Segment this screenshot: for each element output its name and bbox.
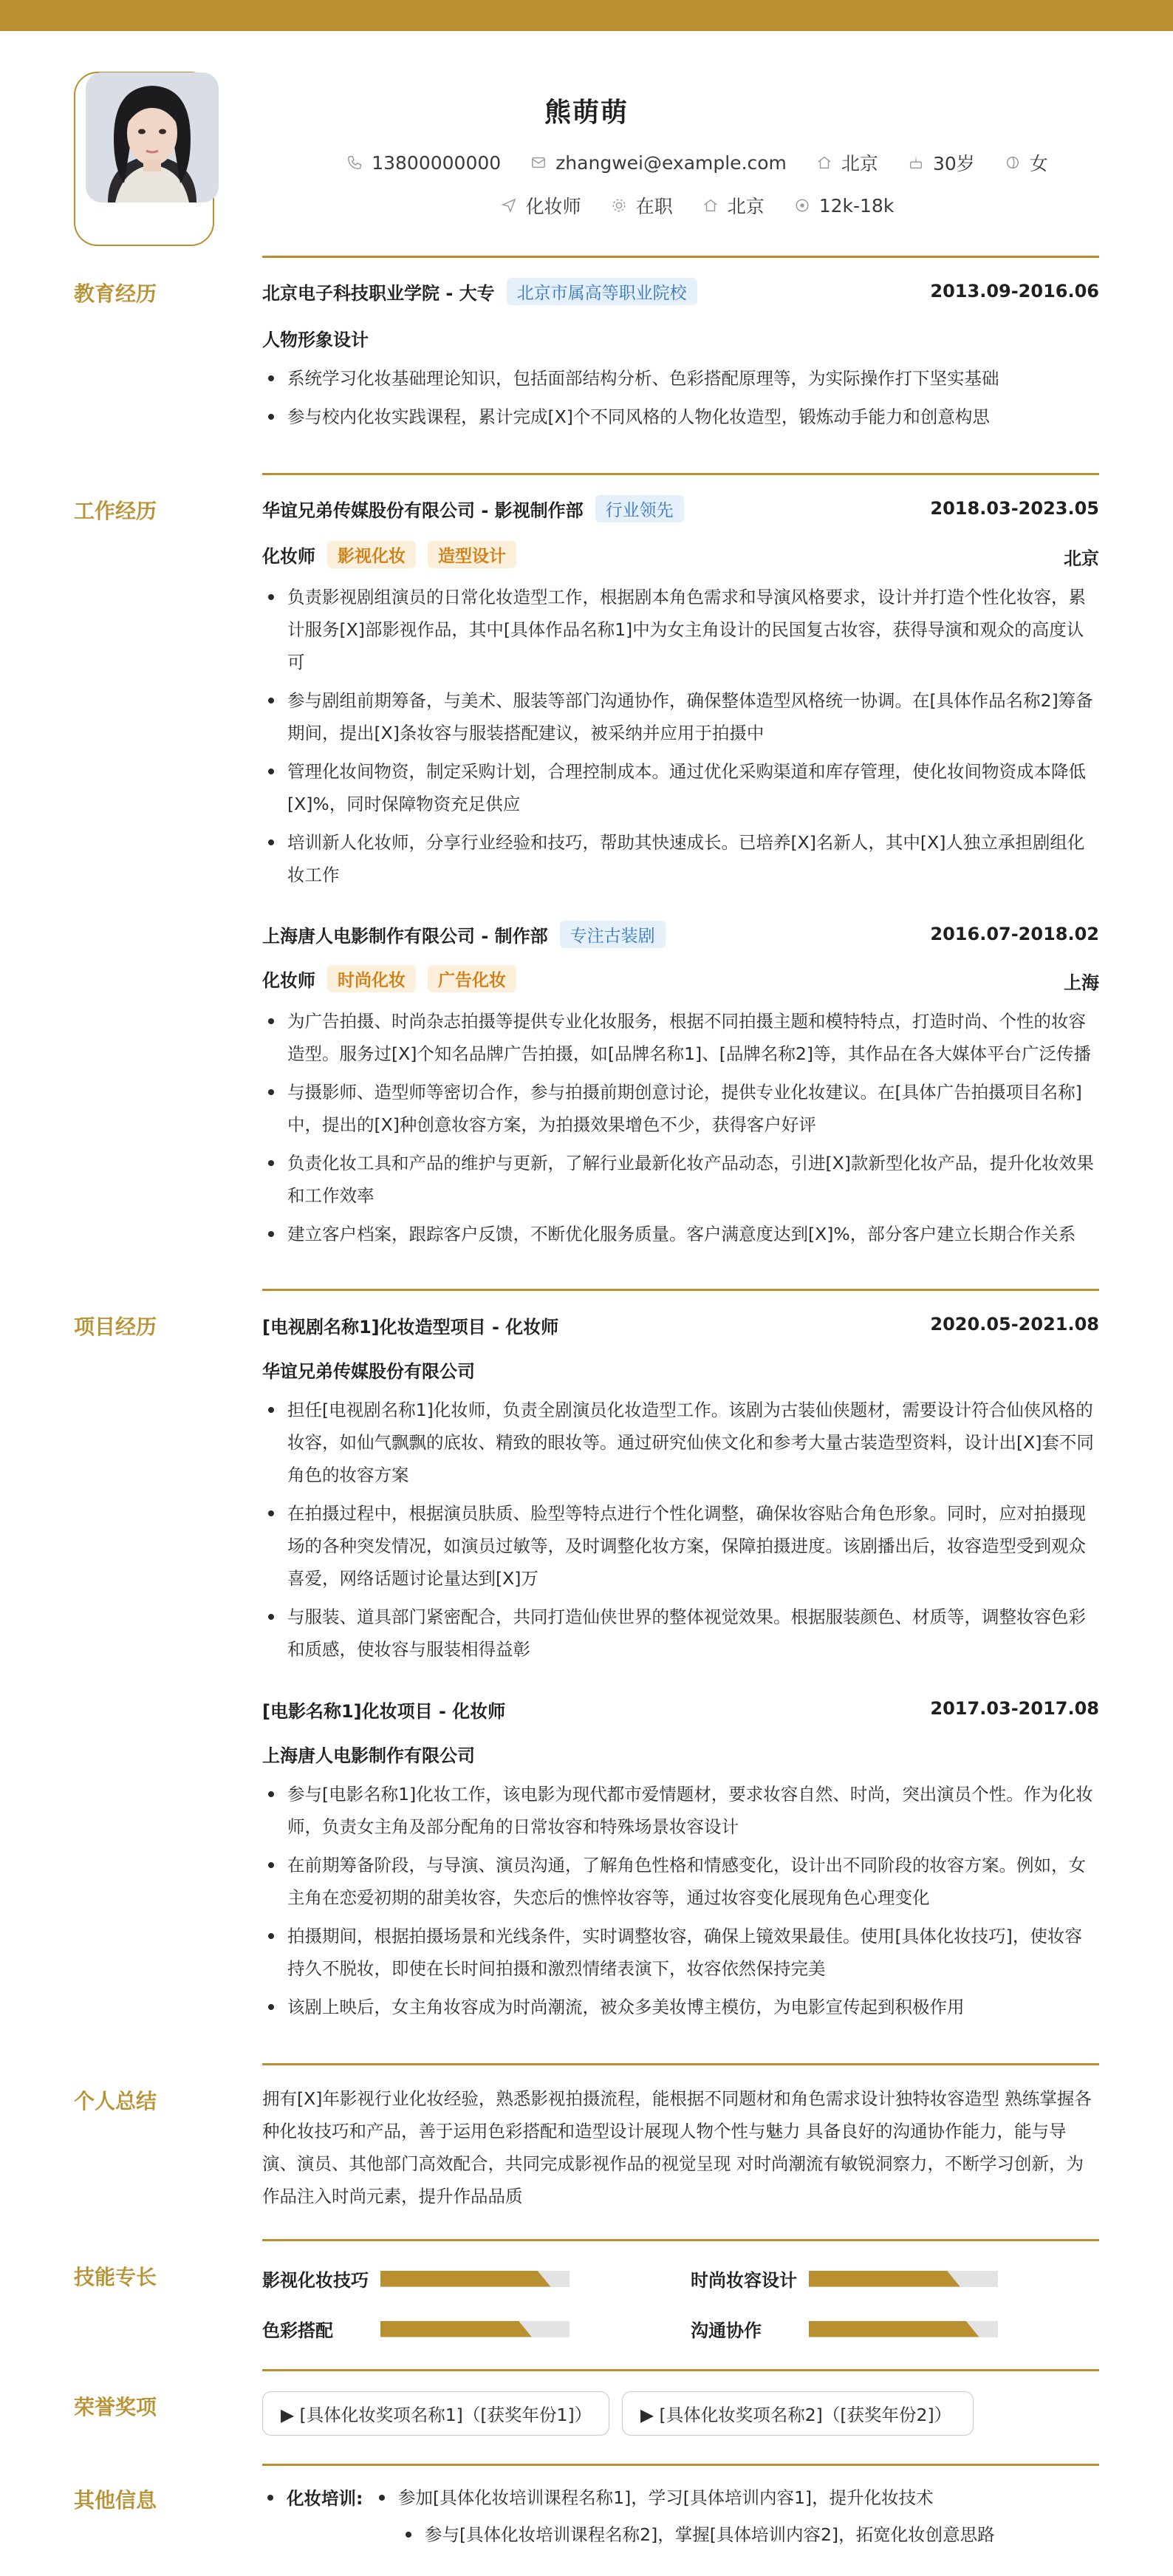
contact-age: 30岁 xyxy=(908,149,975,176)
section-divider xyxy=(262,2369,1099,2371)
send-icon xyxy=(501,197,517,214)
section-divider xyxy=(262,2464,1099,2466)
list-item: 负责化妆工具和产品的维护与更新，了解行业最新化妆产品动态，引进[X]款新型化妆产品，提升化妆效果和工作效率 xyxy=(262,1147,1099,1212)
list-item: 负责影视剧组演员的日常化妆造型工作，根据剧本角色需求和导演风格要求，设计并打造个性化妆容，累计服务[X]部影视作品，其中[具体作品名称1]中为女主角设计的民国复古妆容，获得导演和观众的高度认可 xyxy=(262,581,1099,678)
job-city: 上海 xyxy=(1064,972,1099,993)
list-item: 在拍摄过程中，根据演员肤质、脸型等特点进行个性化调整，确保妆容贴合角色形象。同时，应对拍摄现场的各种突发情况，如演员过敏等，及时调整化妆方案，保障拍摄进度。该剧播出后，妆容造型受到观众喜爱，网络话题讨论量达到[X]万 xyxy=(262,1497,1099,1595)
company-tag: 专注古装剧 xyxy=(560,921,666,948)
award-chip: ▶ [具体化妆奖项名称1]（[获奖年份1]） xyxy=(262,2391,609,2436)
skill-name: 时尚妆容设计 xyxy=(691,2270,797,2291)
training-label: 化妆培训: xyxy=(287,2488,363,2509)
skill-fill xyxy=(809,2321,979,2337)
project-date: 2017.03-2017.08 xyxy=(930,1698,1099,1719)
intent-city: 北京 xyxy=(702,192,765,219)
skill-bar xyxy=(380,2271,570,2287)
list-item: 管理化妆间物资，制定采购计划，合理控制成本。通过优化采购渠道和库存管理，使化妆间物资成本降低[X]%，同时保障物资充足供应 xyxy=(262,755,1099,820)
list-item: 参与[电影名称1]化妆工作，该电影为现代都市爱情题材，要求妆容自然、时尚，突出演员个性。作为化妆师，负责女主角及部分配角的日常妆容和特殊场景妆容设计 xyxy=(262,1778,1099,1843)
education-bullets xyxy=(262,362,1099,439)
mail-icon xyxy=(530,154,547,171)
section-title: 技能专长 xyxy=(74,2265,157,2289)
skill-name: 色彩搭配 xyxy=(262,2320,333,2341)
contact-gender: 女 xyxy=(1005,149,1048,176)
school-name: 北京电子科技职业学院 - 大专 xyxy=(262,283,495,304)
role-tag: 造型设计 xyxy=(428,541,516,568)
skill-item xyxy=(262,2266,570,2292)
company-tag: 行业领先 xyxy=(595,495,684,522)
role-tag: 影视化妆 xyxy=(327,541,416,568)
gender-icon xyxy=(1005,154,1021,171)
job-date: 2018.03-2023.05 xyxy=(930,498,1099,519)
skill-bar xyxy=(809,2321,998,2337)
education-date: 2013.09-2016.06 xyxy=(930,281,1099,301)
intent-status: 在职 xyxy=(611,192,673,219)
phone-icon xyxy=(346,154,363,171)
salary-coin-icon xyxy=(794,197,810,214)
bullet-dot xyxy=(267,2495,273,2501)
project-date: 2020.05-2021.08 xyxy=(930,1314,1099,1335)
skill-name: 影视化妆技巧 xyxy=(262,2270,369,2291)
city-home-icon xyxy=(702,197,719,214)
project-name: [电影名称1]化妆项目 - 化妆师 xyxy=(262,1701,506,1722)
section-title: 其他信息 xyxy=(74,2488,157,2512)
role-tag: 广告化妆 xyxy=(428,965,516,992)
home-icon xyxy=(816,154,832,171)
list-item: 系统学习化妆基础理论知识，包括面部结构分析、色彩搭配原理等，为实际操作打下坚实基础 xyxy=(262,362,1099,395)
section-divider xyxy=(262,256,1099,258)
skill-fill xyxy=(380,2321,532,2337)
list-item: 培训新人化妆师，分享行业经验和技巧，帮助其快速成长。已培养[X]名新人，其中[X]人独立承担剧组化妆工作 xyxy=(262,826,1099,891)
section-title: 项目经历 xyxy=(74,1315,157,1339)
training-bullets xyxy=(373,2481,1099,2557)
list-item: 在前期筹备阶段，与导演、演员沟通，了解角色性格和情感变化，设计出不同阶段的妆容方案。例如，女主角在恋爱初期的甜美妆容，失恋后的憔悴妆容等，通过妆容变化展现角色心理变化 xyxy=(262,1849,1099,1914)
section-divider xyxy=(262,1289,1099,1291)
contact-email: zhangwei@example.com xyxy=(530,149,787,176)
project-org: 华谊兄弟传媒股份有限公司 xyxy=(262,1361,475,1382)
skill-item xyxy=(262,2316,570,2342)
intent-salary: 12k-18k xyxy=(794,192,895,219)
skill-fill xyxy=(380,2271,550,2287)
intent-position: 化妆师 xyxy=(501,192,581,219)
major-name: 人物形象设计 xyxy=(262,330,369,350)
contact-phone: 13800000000 xyxy=(346,149,501,176)
list-item: 担任[电视剧名称1]化妆师，负责全剧演员化妆造型工作。该剧为古装仙侠题材，需要设计符合仙侠风格的妆容，如仙气飘飘的底妆、精致的眼妆等。通过研究仙侠文化和参考大量古装造型资料，设计出[X]套不同角色的妆容方案 xyxy=(262,1394,1099,1491)
job-date: 2016.07-2018.02 xyxy=(930,924,1099,944)
section-divider xyxy=(262,2063,1099,2065)
profile-header xyxy=(0,31,1173,216)
skill-fill xyxy=(809,2271,960,2287)
project-org: 上海唐人电影制作有限公司 xyxy=(262,1745,475,1766)
list-item: 参与剧组前期筹备，与美术、服装等部门沟通协作，确保整体造型风格统一协调。在[具体作品名称2]筹备期间，提出[X]条妆容与服装搭配建议，被采纳并应用于拍摄中 xyxy=(262,684,1099,749)
list-item: 参与[具体化妆培训课程名称2]，掌握[具体培训内容2]，拓宽化妆创意思路 xyxy=(400,2518,1099,2551)
skill-name: 沟通协作 xyxy=(691,2320,762,2341)
list-item: 拍摄期间，根据拍摄场景和光线条件，实时调整妆容，确保上镜效果最佳。使用[具体化妆技巧]，使妆容持久不脱妆，即使在长时间拍摄和激烈情绪表演下，妆容依然保持完美 xyxy=(262,1920,1099,1985)
contact-line xyxy=(222,149,1173,176)
list-item: 该剧上映后，女主角妆容成为时尚潮流，被众多美妆博主模仿，为电影宣传起到积极作用 xyxy=(262,1991,1099,2023)
candidate-name: 熊萌萌 xyxy=(544,98,629,128)
section-title: 工作经历 xyxy=(74,499,157,523)
contact-location: 北京 xyxy=(816,149,878,176)
job-role: 化妆师 xyxy=(262,970,315,991)
section-title: 个人总结 xyxy=(74,2089,157,2113)
list-item: 参与校内化妆实践课程，累计完成[X]个不同风格的人物化妆造型，锻炼动手能力和创意构思 xyxy=(262,401,1099,433)
job-role: 化妆师 xyxy=(262,546,315,567)
project-bullets xyxy=(262,1394,1099,1672)
list-item: 为广告拍摄、时尚杂志拍摄等提供专业化妆服务，根据不同拍摄主题和模特特点，打造时尚、个性的妆容造型。服务过[X]个知名品牌广告拍摄，如[品牌名称1]、[品牌名称2]等，其作品在各大媒体平台广泛传播 xyxy=(262,1005,1099,1070)
job-role-row xyxy=(262,965,1099,992)
job-intent-line xyxy=(222,192,1173,219)
section-title: 教育经历 xyxy=(74,282,157,306)
cake-icon xyxy=(908,154,924,171)
project-name: [电视剧名称1]化妆造型项目 - 化妆师 xyxy=(262,1317,559,1338)
section-divider xyxy=(262,473,1099,475)
role-tag: 时尚化妆 xyxy=(327,965,416,992)
section-title: 荣誉奖项 xyxy=(74,2395,157,2419)
project-org-row xyxy=(262,1741,1099,1767)
list-item: 建立客户档案，跟踪客户反馈，不断优化服务质量。客户满意度达到[X]%，部分客户建立长期合作关系 xyxy=(262,1218,1099,1250)
school-tag: 北京市属高等职业院校 xyxy=(507,278,697,305)
job-bullets xyxy=(262,581,1099,897)
project-bullets xyxy=(262,1778,1099,2029)
job-bullets xyxy=(262,1005,1099,1256)
skill-item xyxy=(691,2266,998,2292)
section-divider xyxy=(262,2239,1099,2241)
top-accent-bar xyxy=(0,0,1173,31)
skill-bar xyxy=(380,2321,570,2337)
company-name: 上海唐人电影制作有限公司 - 制作部 xyxy=(262,926,548,947)
skill-item xyxy=(691,2316,998,2342)
job-city: 北京 xyxy=(1064,548,1099,569)
skill-bar xyxy=(809,2271,998,2287)
list-item: 与摄影师、造型师等密切合作，参与拍摄前期创意讨论，提供专业化妆建议。在[具体广告拍摄项目名称]中，提出的[X]种创意妆容方案，为拍摄效果增色不少，获得客户好评 xyxy=(262,1076,1099,1141)
summary-text: 拥有[X]年影视行业化妆经验，熟悉影视拍摄流程，能根据不同题材和角色需求设计独特妆容造型 熟练掌握各种化妆技巧和产品，善于运用色彩搭配和造型设计展现人物个性与魅力 具备良好的沟通协作能力，能与导演、演员、其他部门高效配合，共同完成影视作品的视觉呈现 对时尚潮流有敏锐洞察力，不断学习创新，为作品注入时尚元素，提升作品品质 xyxy=(262,2088,1092,2207)
list-item: 与服装、道具部门紧密配合，共同打造仙侠世界的整体视觉效果。根据服装颜色、材质等，调整妆容色彩和质感，使妆容与服装相得益彰 xyxy=(262,1601,1099,1666)
job-role-row xyxy=(262,541,1099,568)
company-name: 华谊兄弟传媒股份有限公司 - 影视制作部 xyxy=(262,500,584,521)
list-item: 参加[具体化妆培训课程名称1]，学习[具体培训内容1]，提升化妆技术 xyxy=(373,2481,1099,2514)
education-major-row xyxy=(262,325,1099,351)
status-gear-icon xyxy=(611,197,627,214)
project-org-row xyxy=(262,1357,1099,1383)
award-chip: ▶ [具体化妆奖项名称2]（[获奖年份2]） xyxy=(622,2391,974,2436)
